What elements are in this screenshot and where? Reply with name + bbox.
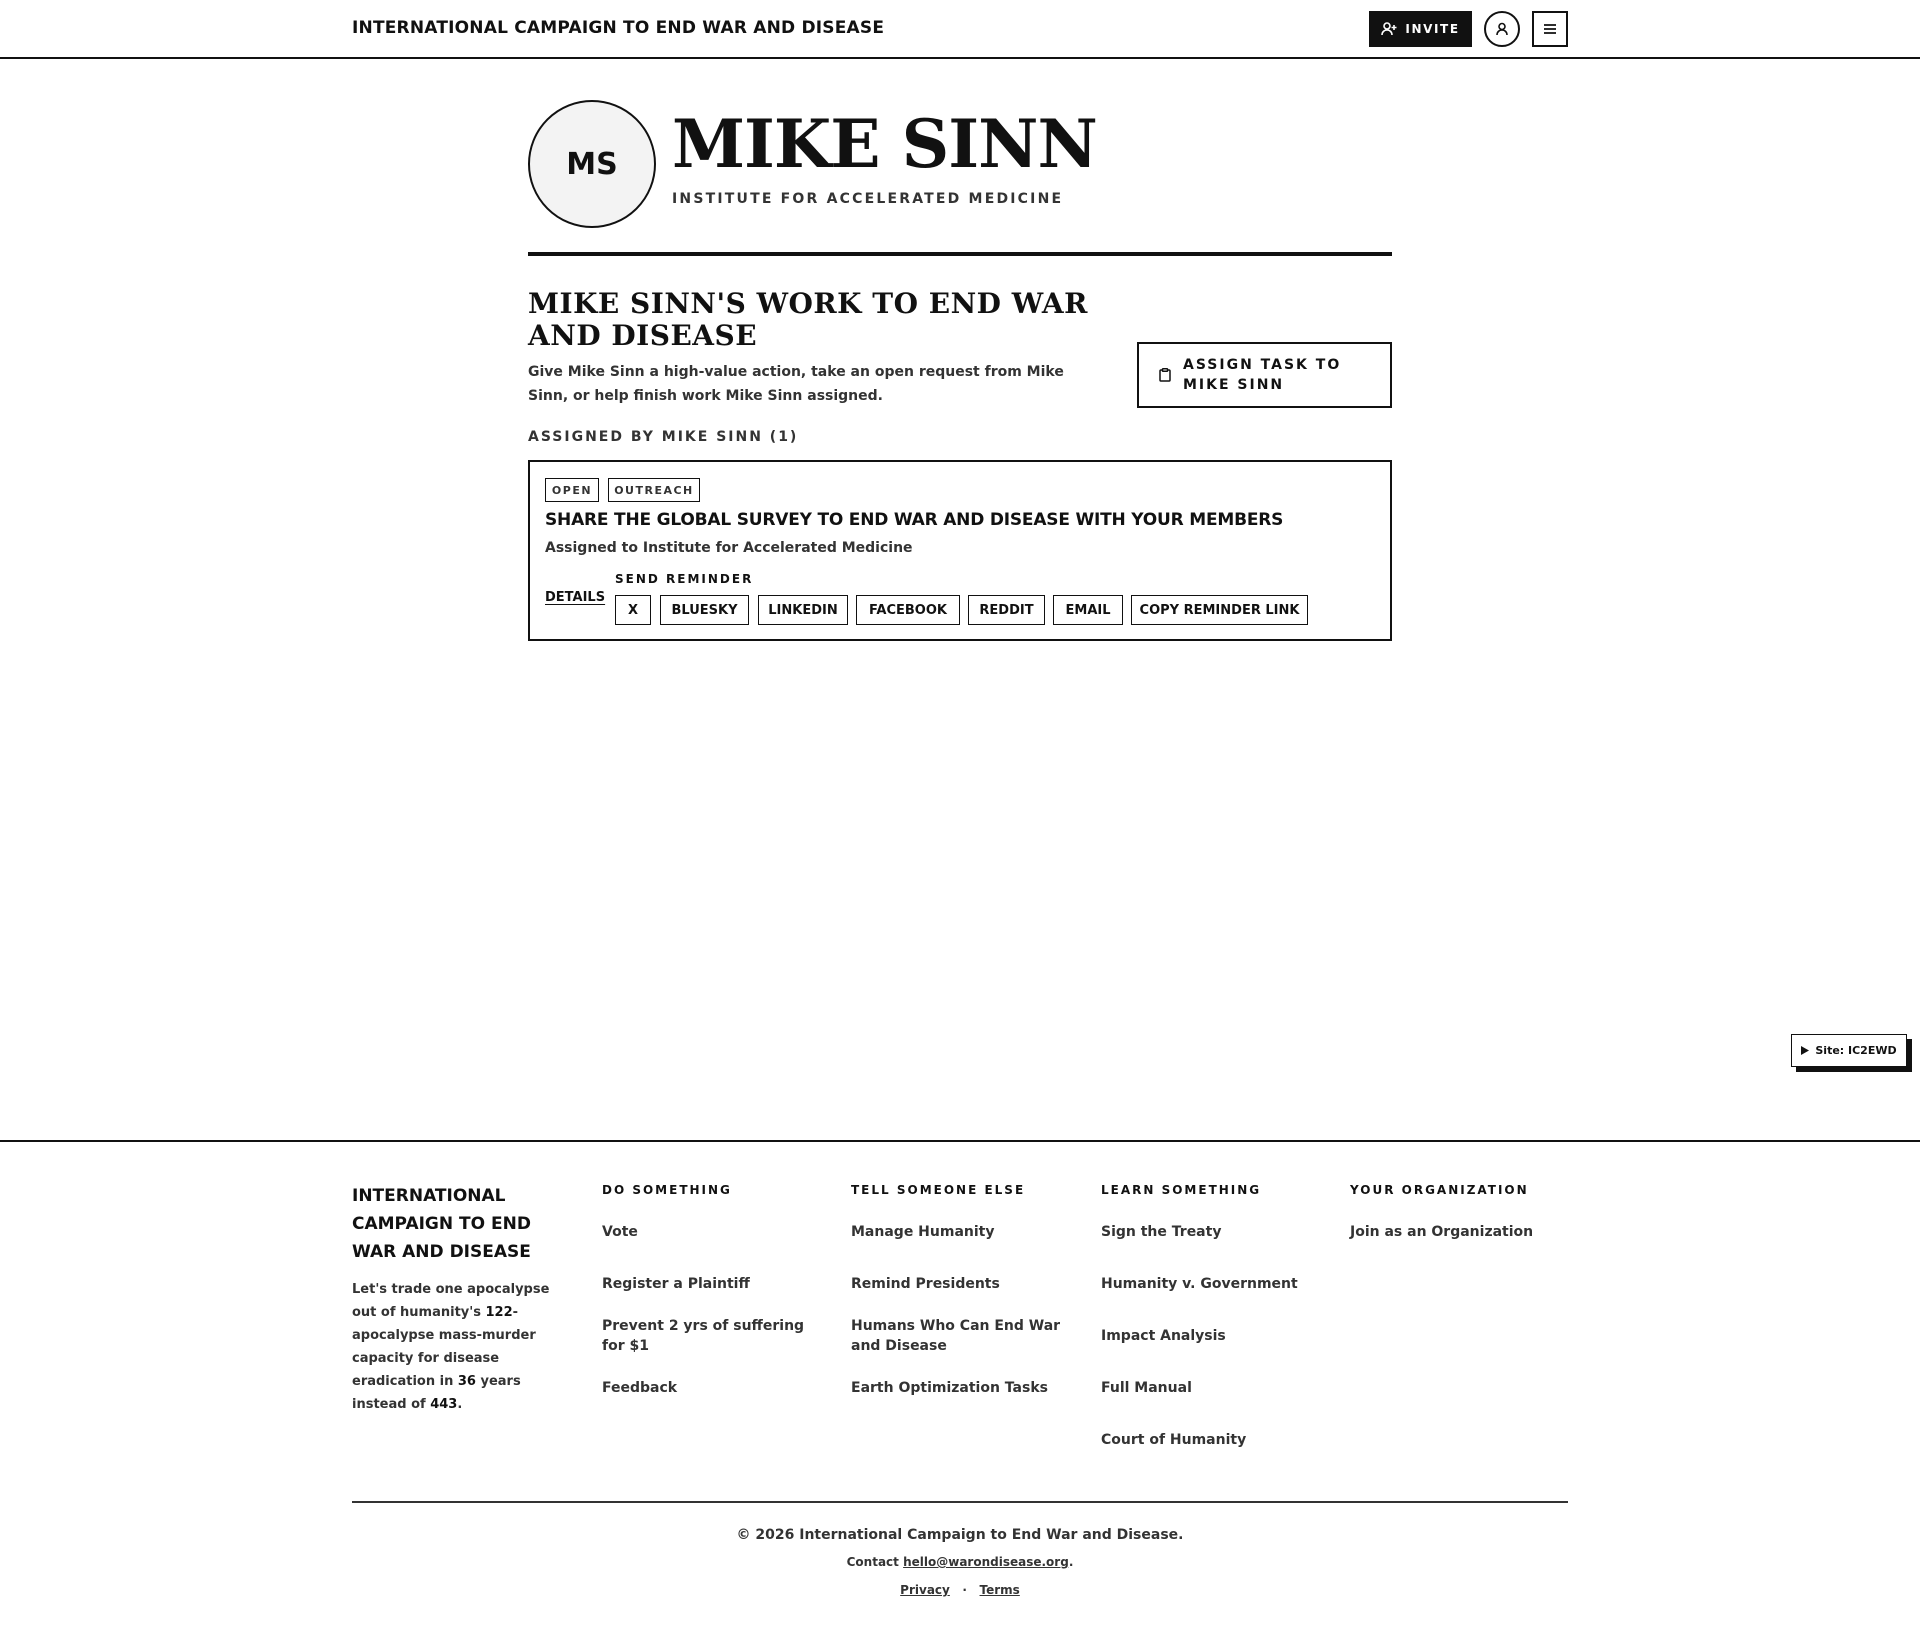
profile-button[interactable] [1484, 11, 1520, 47]
task-title: SHARE THE GLOBAL SURVEY TO END WAR AND DISEASE WITH YOUR MEMBERS [545, 510, 1284, 530]
footer-link-join-organization[interactable]: Join as an Organization [1350, 1224, 1534, 1240]
footer-link-feedback[interactable]: Feedback [602, 1380, 678, 1396]
profile-organization: INSTITUTE FOR ACCELERATED MEDICINE [672, 191, 1064, 207]
hamburger-menu-icon [1543, 23, 1557, 35]
footer-heading-do-something: DO SOMETHING [602, 1183, 732, 1197]
footer-tagline: Let's trade one apocalypse out of humanity's 122-apocalypse mass-murder capacity for disease eradication in 36 years instead of 443. [352, 1282, 550, 1412]
footer-heading-tell-someone: TELL SOMEONE ELSE [851, 1183, 1026, 1197]
footer-link-remind-presidents[interactable]: Remind Presidents [851, 1276, 1000, 1292]
menu-button[interactable] [1532, 11, 1568, 47]
footer-heading-learn-something: LEARN SOMETHING [1101, 1183, 1262, 1197]
category-badge: OUTREACH [608, 478, 700, 502]
avatar: MS [528, 100, 656, 228]
privacy-link[interactable]: Privacy [900, 1583, 950, 1597]
share-facebook-button[interactable]: FACEBOOK [856, 595, 960, 625]
footer-link-full-manual[interactable]: Full Manual [1101, 1380, 1192, 1396]
terms-link[interactable]: Terms [979, 1583, 1020, 1597]
share-linkedin-button[interactable]: LINKEDIN [758, 595, 848, 625]
footer-link-sign-treaty[interactable]: Sign the Treaty [1101, 1224, 1222, 1240]
footer-link-humans-who-can[interactable]: Humans Who Can End War and Disease [851, 1318, 1061, 1354]
footer-link-manage-humanity[interactable]: Manage Humanity [851, 1224, 995, 1240]
invite-button[interactable] [1369, 11, 1472, 47]
contact-email-link[interactable]: hello@warondisease.org [903, 1555, 1069, 1569]
work-section-description: Give Mike Sinn a high-value action, take an open request from Mike Sinn, or help finish work Mike Sinn assigned. [528, 364, 1064, 404]
footer-link-register-plaintiff[interactable]: Register a Plaintiff [602, 1276, 750, 1292]
site-tag-toggle[interactable] [1791, 1034, 1907, 1067]
footer-heading-your-organization: YOUR ORGANIZATION [1350, 1183, 1529, 1197]
copyright-text: © 2026 International Campaign to End War and Disease. [736, 1527, 1184, 1543]
footer-link-vote[interactable]: Vote [602, 1224, 638, 1240]
details-link[interactable]: DETAILS [545, 590, 606, 605]
footer-brand: INTERNATIONAL CAMPAIGN TO END WAR AND DISEASE [352, 1186, 531, 1262]
copy-reminder-link-button[interactable]: COPY REMINDER LINK [1131, 595, 1308, 625]
assign-task-label: ASSIGN TASK TO MIKE SINN [1183, 357, 1342, 393]
top-navigation-bar [0, 0, 1920, 59]
share-reddit-button[interactable]: REDDIT [968, 595, 1045, 625]
status-badge: OPEN [545, 478, 599, 502]
site-tag-label: Site: IC2EWD [1815, 1044, 1897, 1057]
hero-divider [528, 252, 1392, 256]
share-email-button[interactable]: EMAIL [1053, 595, 1123, 625]
play-triangle-icon [1801, 1046, 1809, 1055]
footer-link-humanity-v-government[interactable]: Humanity v. Government [1101, 1276, 1298, 1292]
user-icon [1494, 21, 1510, 37]
assign-task-button[interactable] [1137, 342, 1392, 408]
send-reminder-label: SEND REMINDER [615, 572, 754, 586]
user-plus-icon [1381, 21, 1397, 37]
contact-line: Contact hello@warondisease.org. [846, 1555, 1074, 1569]
share-x-button[interactable]: X [615, 595, 651, 625]
footer-link-impact-analysis[interactable]: Impact Analysis [1101, 1328, 1226, 1344]
profile-name: MIKE SINN [672, 105, 1097, 183]
footer-link-court-of-humanity[interactable]: Court of Humanity [1101, 1432, 1247, 1448]
legal-links: Privacy · Terms [900, 1583, 1020, 1597]
footer-bottom-divider [352, 1501, 1568, 1503]
footer-link-prevent-suffering[interactable]: Prevent 2 yrs of suffering for $1 [602, 1318, 805, 1354]
clipboard-icon [1159, 368, 1171, 382]
task-assignee: Assigned to Institute for Accelerated Medicine [545, 540, 913, 556]
invite-label: INVITE [1405, 22, 1460, 36]
assigned-list-heading: ASSIGNED BY MIKE SINN (1) [528, 429, 799, 445]
task-card [528, 460, 1392, 641]
work-section-title: MIKE SINN'S WORK TO END WAR AND DISEASE [528, 287, 1088, 352]
footer-link-earth-optimization[interactable]: Earth Optimization Tasks [851, 1380, 1048, 1396]
share-bluesky-button[interactable]: BLUESKY [660, 595, 749, 625]
site-title[interactable]: INTERNATIONAL CAMPAIGN TO END WAR AND DISEASE [352, 18, 885, 38]
footer-divider [0, 1140, 1920, 1142]
